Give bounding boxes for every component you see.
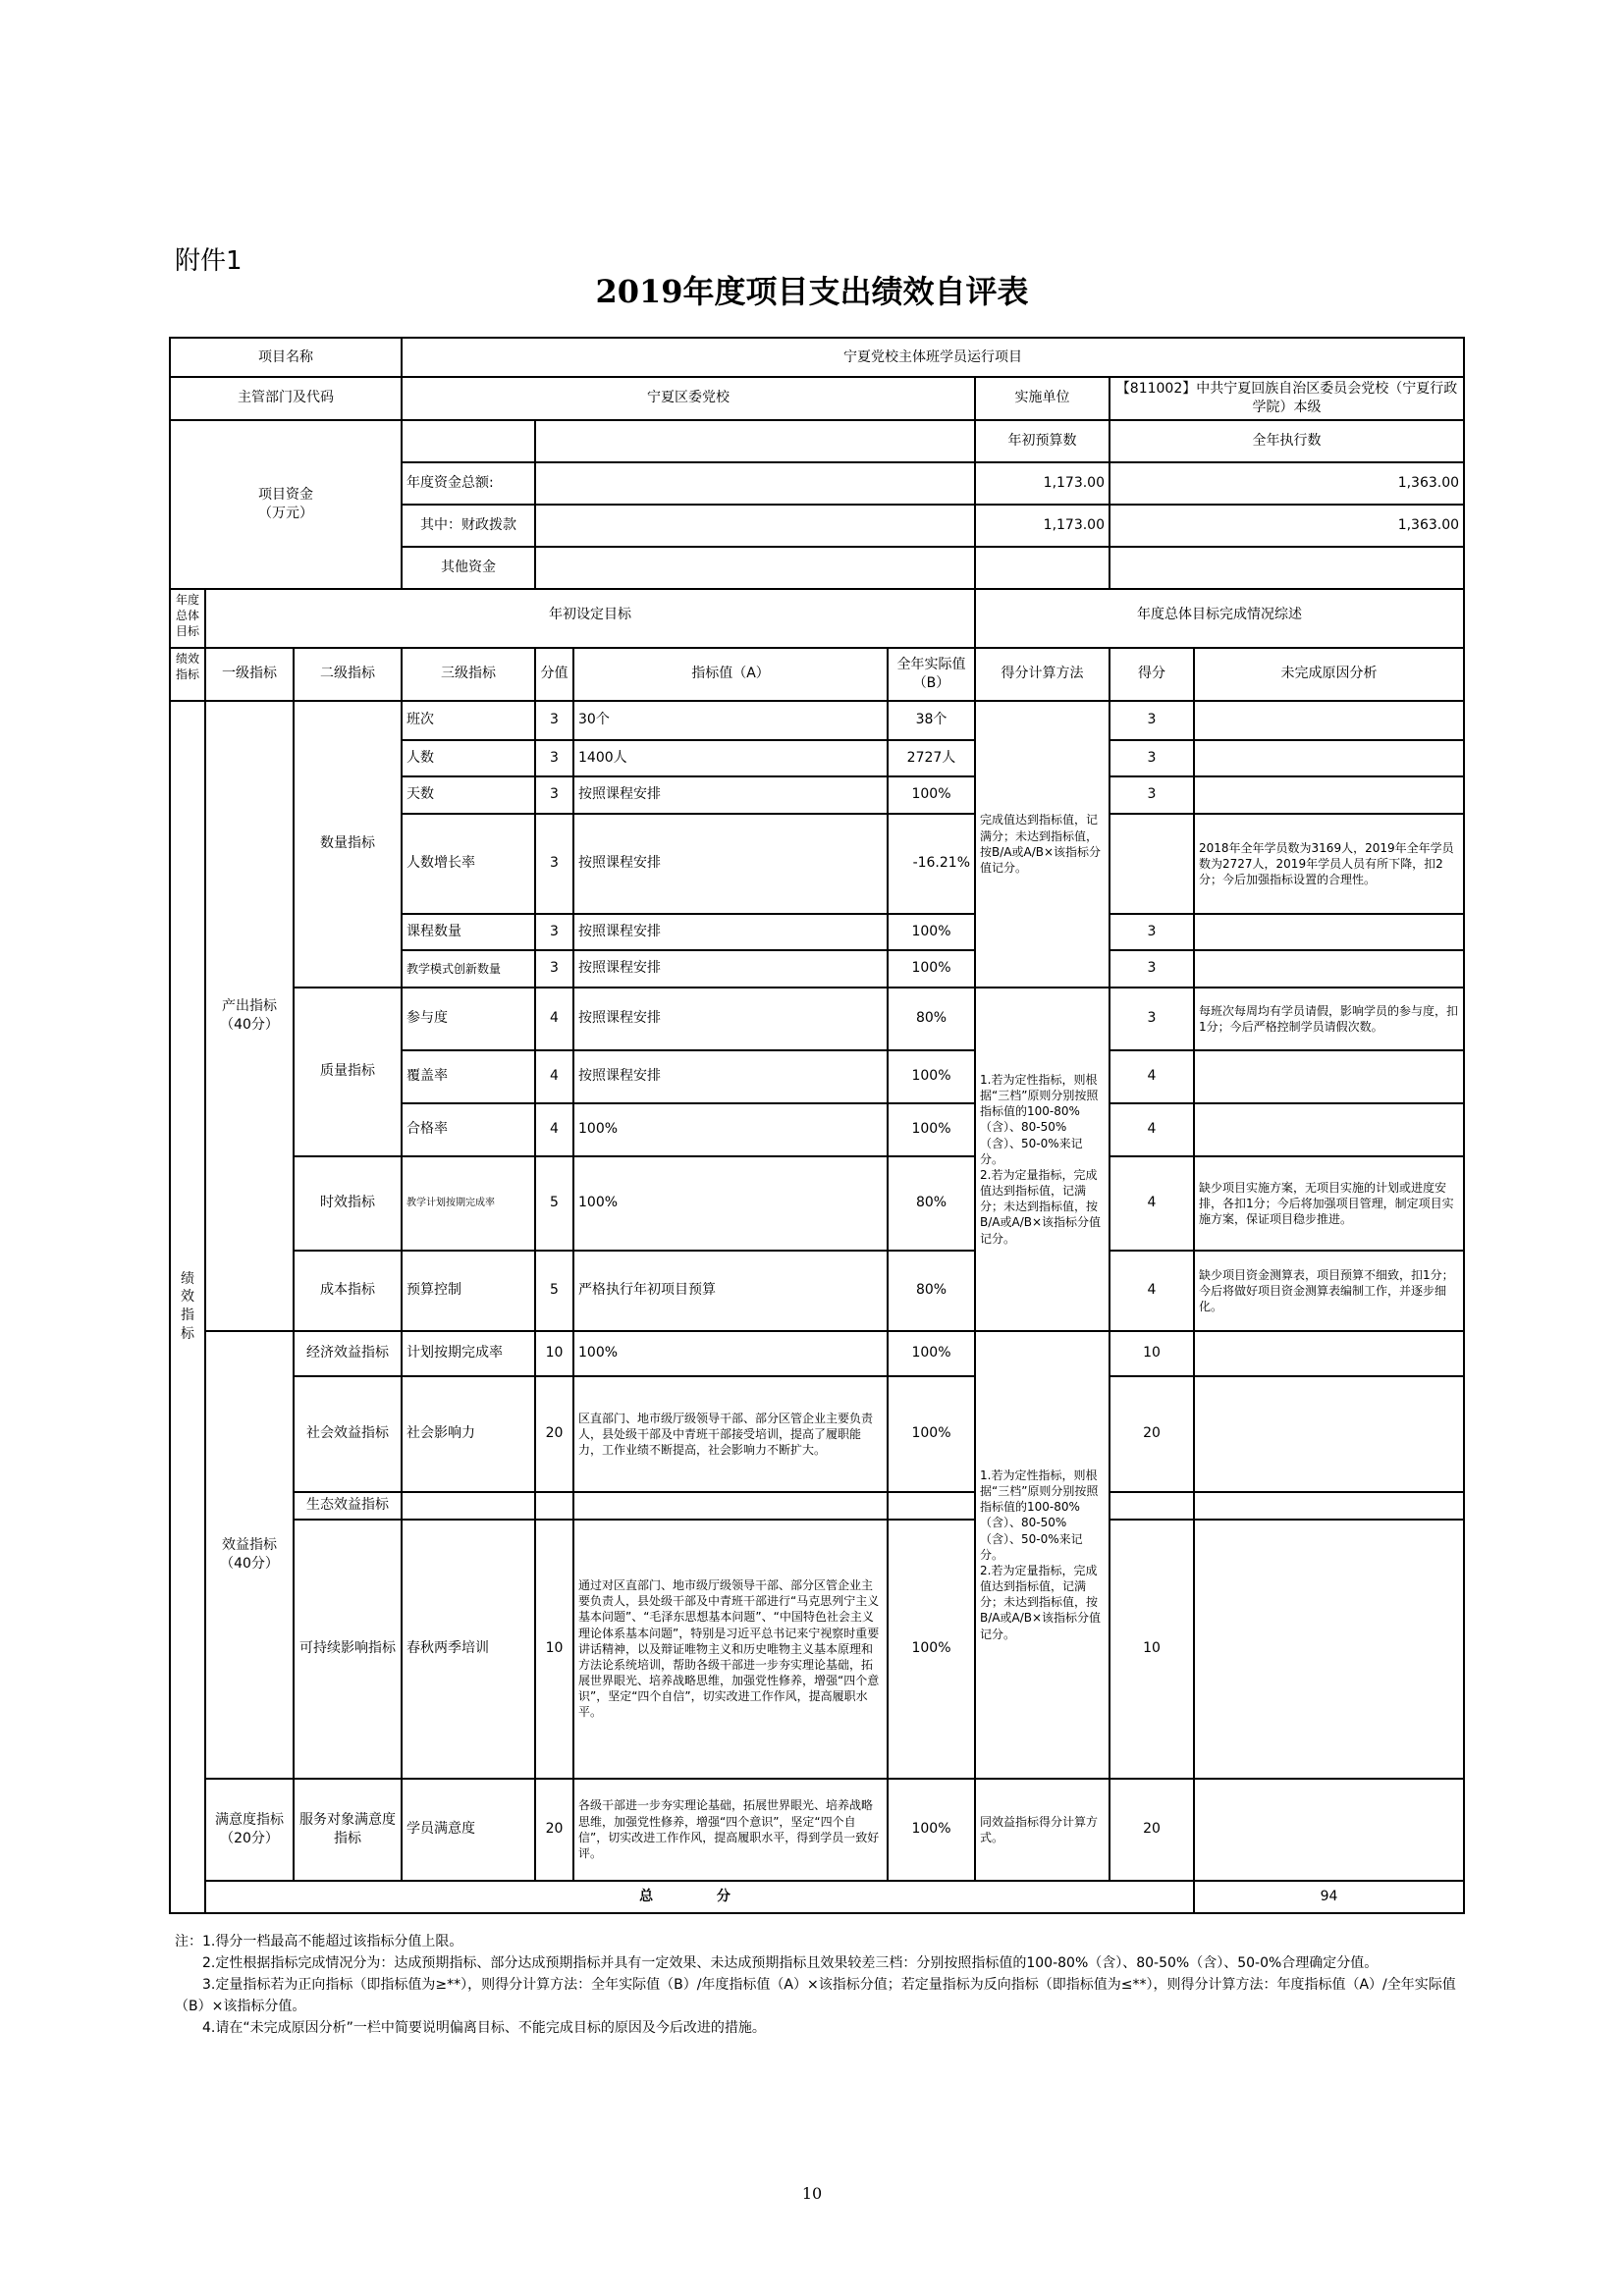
annex-label: 附件1	[175, 246, 243, 276]
level1-benefit: 效益指标（40分）	[205, 1331, 294, 1779]
header-score-value: 分值	[535, 648, 573, 701]
score-value: 4	[535, 988, 573, 1050]
other-funds-label: 其他资金	[402, 547, 535, 589]
score-value: 4	[535, 1103, 573, 1156]
score: 4	[1110, 1156, 1194, 1251]
reason	[1194, 1779, 1464, 1881]
actual-value: 100%	[888, 1520, 975, 1779]
actual-value: 38个	[888, 701, 975, 740]
method-quantity: 完成值达到指标值，记满分；未达到指标值，按B/A或A/B×该指标分值记分。	[975, 701, 1110, 988]
reason: 每班次每周均有学员请假，影响学员的参与度，扣1分；今后严格控制学员请假次数。	[1194, 988, 1464, 1050]
level3-name: 天数	[402, 776, 535, 814]
score: 4	[1110, 1251, 1194, 1331]
score: 4	[1110, 1050, 1194, 1103]
header-index-value: 指标值（A）	[573, 648, 888, 701]
funds-blank	[535, 462, 975, 505]
score	[1110, 814, 1194, 914]
evaluation-table	[169, 337, 1465, 1914]
actual-value: 100%	[888, 914, 975, 950]
total-initial: 1,173.00	[975, 462, 1110, 505]
reason	[1194, 914, 1464, 950]
score: 3	[1110, 740, 1194, 776]
score-value: 10	[535, 1520, 573, 1779]
level3-name: 课程数量	[402, 914, 535, 950]
index-value: 严格执行年初项目预算	[573, 1251, 888, 1331]
index-value: 1400人	[573, 740, 888, 776]
header-method: 得分计算方法	[975, 648, 1110, 701]
index-value: 按照课程安排	[573, 914, 888, 950]
score-value: 3	[535, 740, 573, 776]
level3-name: 覆盖率	[402, 1050, 535, 1103]
funds-label: 项目资金 （万元）	[170, 420, 402, 589]
annual-goal-side-label: 年度总体目标	[170, 589, 205, 648]
index-value: 区直部门、地市级厅级领导干部、部分区管企业主要负责人，县处级干部及中青班干部接受培训，提高了履职能力，工作业绩不断提高，社会影响力不断扩大。	[573, 1376, 888, 1492]
level2-timeliness: 时效指标	[294, 1156, 402, 1251]
level3-name: 学员满意度	[402, 1779, 535, 1881]
header-actual-value: 全年实际值（B）	[888, 648, 975, 701]
fiscal-initial: 1,173.00	[975, 505, 1110, 547]
index-value: 按照课程安排	[573, 1050, 888, 1103]
level2-social: 社会效益指标	[294, 1376, 402, 1492]
index-value: 各级干部进一步夯实理论基础，拓展世界眼光、培养战略思维，加强党性修养，增强“四个意识”，坚定“四个自信”，切实改进工作作风，提高履职水平，得到学员一致好评。	[573, 1779, 888, 1881]
level3-name: 教学计划按期完成率	[402, 1156, 535, 1251]
level2-quality: 质量指标	[294, 988, 402, 1156]
other-actual	[1110, 547, 1464, 589]
index-value: 30个	[573, 701, 888, 740]
score: 3	[1110, 950, 1194, 988]
score: 3	[1110, 701, 1194, 740]
funds-blank	[402, 420, 535, 462]
level3-name: 班次	[402, 701, 535, 740]
level2-sustainable: 可持续影响指标	[294, 1520, 402, 1779]
indicator-side-label: 绩效指标	[170, 701, 205, 1913]
actual-value: 80%	[888, 1156, 975, 1251]
notes	[175, 1931, 1471, 2039]
header-level3: 三级指标	[402, 648, 535, 701]
score-value: 20	[535, 1779, 573, 1881]
score-value	[535, 1492, 573, 1520]
indicator-side-label-top: 绩效指标	[170, 648, 205, 701]
note-item: 4.请在“未完成原因分析”一栏中简要说明偏离目标、不能完成目标的原因及今后改进的措施。	[202, 2020, 766, 2036]
funds-blank	[535, 547, 975, 589]
reason	[1194, 1520, 1464, 1779]
fiscal-label: 其中：财政拨款	[402, 505, 535, 547]
score-value: 3	[535, 701, 573, 740]
score: 4	[1110, 1103, 1194, 1156]
funds-blank	[535, 505, 975, 547]
index-value: 通过对区直部门、地市级厅级领导干部、部分区管企业主要负责人，县处级干部及中青班干部进行“马克思列宁主义基本问题”、“毛泽东思想基本问题”、“中国特色社会主义理论体系基本问题”，特别是习近平总书记来宁视察时重要讲话精神，以及辩证唯物主义和历史唯物主义基本原理和方法论系统培训，帮助各级干部进一步夯实理论基础，拓展世界眼光、培养战略思维，加强党性修养，增强“四个意识”，坚定“四个自信”，切实改进工作作风，提高履职水平。	[573, 1520, 888, 1779]
index-value	[573, 1492, 888, 1520]
project-name-label: 项目名称	[170, 338, 402, 377]
level2-quantity: 数量指标	[294, 701, 402, 988]
level3-name	[402, 1492, 535, 1520]
total-funds-label: 年度资金总额:	[402, 462, 535, 505]
index-value: 按照课程安排	[573, 814, 888, 914]
method-quality-group: 1.若为定性指标，则根据“三档”原则分别按照指标值的100-80%（含）、80-50%（含）、50-0%来记分。 2.若为定量指标，完成值达到指标值，记满分；未达到指标值，按B/A或A/B×该指标分值记分。	[975, 988, 1110, 1331]
page-title: 2019年度项目支出绩效自评表	[595, 273, 1029, 310]
reason: 缺少项目实施方案，无项目实施的计划或进度安排，各扣1分；今后将加强项目管理，制定项目实施方案，保证项目稳步推进。	[1194, 1156, 1464, 1251]
level2-ecological: 生态效益指标	[294, 1492, 402, 1520]
actual-value: 80%	[888, 988, 975, 1050]
actual-exec-header: 全年执行数	[1110, 420, 1464, 462]
note-item: 2.定性根据指标完成情况分为：达成预期指标、部分达成预期指标并具有一定效果、未达成预期指标且效果较差三档：分别按照指标值的100-80%（含）、80-50%（含）、50-0%合理确定分值。	[202, 1955, 1379, 1971]
score-value: 3	[535, 814, 573, 914]
index-value: 100%	[573, 1156, 888, 1251]
score-value: 5	[535, 1251, 573, 1331]
level1-output: 产出指标（40分）	[205, 701, 294, 1331]
level2-cost: 成本指标	[294, 1251, 402, 1331]
score	[1110, 1492, 1194, 1520]
impl-unit-value: 【811002】中共宁夏回族自治区委员会党校（宁夏行政学院）本级	[1110, 377, 1464, 420]
index-value: 100%	[573, 1103, 888, 1156]
other-initial	[975, 547, 1110, 589]
level2-service: 服务对象满意度指标	[294, 1779, 402, 1881]
level3-name: 人数增长率	[402, 814, 535, 914]
actual-value: 100%	[888, 776, 975, 814]
header-level1: 一级指标	[205, 648, 294, 701]
actual-value: 100%	[888, 1050, 975, 1103]
reason	[1194, 701, 1464, 740]
goal-summary-label: 年度总体目标完成情况综述	[975, 589, 1464, 648]
score-value: 20	[535, 1376, 573, 1492]
reason	[1194, 1376, 1464, 1492]
score: 20	[1110, 1376, 1194, 1492]
level3-name: 教学模式创新数量	[402, 950, 535, 988]
initial-budget-header: 年初预算数	[975, 420, 1110, 462]
method-satisfaction: 同效益指标得分计算方式。	[975, 1779, 1110, 1881]
level1-satisfaction: 满意度指标（20分）	[205, 1779, 294, 1881]
level3-name: 预算控制	[402, 1251, 535, 1331]
header-level2: 二级指标	[294, 648, 402, 701]
actual-value: 100%	[888, 1103, 975, 1156]
total-label: 总 分	[205, 1881, 1194, 1913]
actual-value: 100%	[888, 950, 975, 988]
level3-name: 计划按期完成率	[402, 1331, 535, 1376]
score: 3	[1110, 776, 1194, 814]
score-value: 3	[535, 914, 573, 950]
note-item: 注：1.得分一档最高不能超过该指标分值上限。	[175, 1934, 463, 1949]
reason	[1194, 1103, 1464, 1156]
reason	[1194, 950, 1464, 988]
reason	[1194, 1331, 1464, 1376]
initial-goal-label: 年初设定目标	[205, 589, 975, 648]
level3-name: 社会影响力	[402, 1376, 535, 1492]
score: 3	[1110, 988, 1194, 1050]
total-actual: 1,363.00	[1110, 462, 1464, 505]
impl-unit-label: 实施单位	[975, 377, 1110, 420]
actual-value: 100%	[888, 1331, 975, 1376]
header-reason: 未完成原因分析	[1194, 648, 1464, 701]
dept-label: 主管部门及代码	[170, 377, 402, 420]
index-value: 按照课程安排	[573, 950, 888, 988]
score: 10	[1110, 1520, 1194, 1779]
index-value: 100%	[573, 1331, 888, 1376]
score-value: 3	[535, 776, 573, 814]
score: 10	[1110, 1331, 1194, 1376]
score-value: 10	[535, 1331, 573, 1376]
level3-name: 人数	[402, 740, 535, 776]
actual-value: 100%	[888, 1779, 975, 1881]
score-value: 4	[535, 1050, 573, 1103]
level3-name: 春秋两季培训	[402, 1520, 535, 1779]
header-score: 得分	[1110, 648, 1194, 701]
reason	[1194, 740, 1464, 776]
actual-value: 80%	[888, 1251, 975, 1331]
actual-value: 100%	[888, 1376, 975, 1492]
reason: 缺少项目资金测算表，项目预算不细致，扣1分；今后将做好项目资金测算表编制工作，并逐步细化。	[1194, 1251, 1464, 1331]
level2-economic: 经济效益指标	[294, 1331, 402, 1376]
fiscal-actual: 1,363.00	[1110, 505, 1464, 547]
reason: 2018年全年学员数为3169人，2019年全年学员数为2727人，2019年学员人员有所下降，扣2分；今后加强指标设置的合理性。	[1194, 814, 1464, 914]
total-score: 94	[1194, 1881, 1464, 1913]
project-name: 宁夏党校主体班学员运行项目	[402, 338, 1464, 377]
page-number: 10	[801, 2184, 823, 2203]
method-benefit-group: 1.若为定性指标，则根据“三档”原则分别按照指标值的100-80%（含）、80-50%（含）、50-0%来记分。 2.若为定量指标，完成值达到指标值，记满分；未达到指标值，按B/A或A/B×该指标分值记分。	[975, 1331, 1110, 1779]
level3-name: 参与度	[402, 988, 535, 1050]
score-value: 3	[535, 950, 573, 988]
actual-value	[888, 1492, 975, 1520]
level3-name: 合格率	[402, 1103, 535, 1156]
funds-blank	[535, 420, 975, 462]
score: 20	[1110, 1779, 1194, 1881]
dept-value: 宁夏区委党校	[402, 377, 975, 420]
actual-value: -16.21%	[888, 814, 975, 914]
index-value: 按照课程安排	[573, 776, 888, 814]
score-value: 5	[535, 1156, 573, 1251]
reason	[1194, 1492, 1464, 1520]
actual-value: 2727人	[888, 740, 975, 776]
reason	[1194, 776, 1464, 814]
note-item: 3.定量指标若为正向指标（即指标值为≥**），则得分计算方法：全年实际值（B）/年度指标值（A）×该指标分值；若定量指标为反向指标（即指标值为≤**），则得分计算方法：年度指标值（A）/全年实际值（B）×该指标分值。	[175, 1977, 1456, 2014]
score: 3	[1110, 914, 1194, 950]
index-value: 按照课程安排	[573, 988, 888, 1050]
reason	[1194, 1050, 1464, 1103]
